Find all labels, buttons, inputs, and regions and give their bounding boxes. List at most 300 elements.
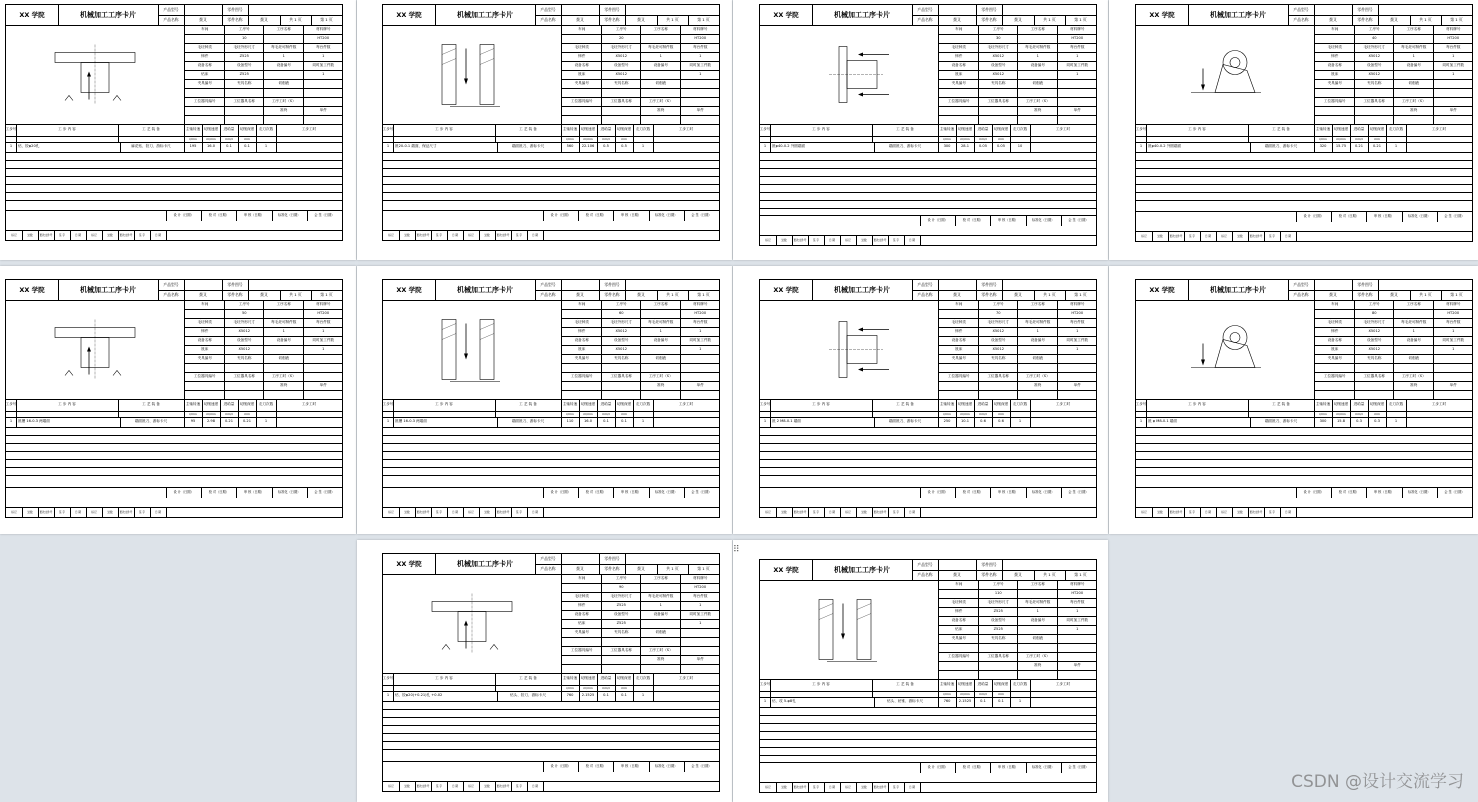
- info-cell: 切削液: [640, 354, 681, 363]
- info-cell: X5012: [978, 52, 1019, 61]
- revision-cell: 处数: [856, 236, 873, 246]
- info-cell: [1057, 115, 1098, 124]
- info-cell: [601, 664, 642, 673]
- meta-cell: 拨叉: [1314, 290, 1353, 300]
- steps-head-cell: 走刀次数: [633, 399, 654, 411]
- process-card: [1135, 4, 1473, 242]
- info-cell: 每台件数: [303, 318, 344, 327]
- info-cell: [1017, 70, 1058, 79]
- info-cell: 夹具编号: [561, 354, 602, 363]
- sign-cell: 审 核（日期）: [990, 763, 1026, 773]
- step-cell: 10.1: [956, 417, 975, 427]
- meta-row: [1288, 15, 1472, 25]
- info-cell: 设备编号: [263, 336, 304, 345]
- steps-unit-cell: m/min: [1332, 411, 1351, 417]
- card-meta: [535, 5, 719, 25]
- step-cell: 1: [6, 417, 17, 427]
- sign-cell: 设 计（日期）: [166, 488, 202, 498]
- info-cell: 工序工时（S）: [1017, 372, 1058, 381]
- info-cell: 切削液: [1017, 354, 1058, 363]
- sign-block: [760, 215, 1096, 245]
- revision-cell: 日 期: [527, 782, 544, 792]
- meta-cell: 零件名称: [976, 290, 1003, 300]
- revision-cell: 更改文件号: [792, 783, 809, 793]
- info-cell: 铸件: [1314, 327, 1355, 336]
- info-cell: [1354, 390, 1395, 399]
- step-cell: 1: [1386, 142, 1407, 152]
- meta-cell: 拨叉: [938, 15, 977, 25]
- info-cell: 工位器具编号: [184, 97, 225, 106]
- info-cell: [1314, 34, 1355, 43]
- info-cell: [640, 115, 681, 124]
- step-cell: 端面铣刀、游标卡尺: [118, 417, 185, 427]
- info-cell: 毛坯种类: [184, 318, 225, 327]
- meta-cell: 共 1 页: [657, 290, 689, 300]
- step-cell: 0.5: [597, 142, 616, 152]
- revision-cell: 日 期: [447, 782, 464, 792]
- info-cell: [263, 345, 304, 354]
- meta-cell: [938, 5, 977, 15]
- sign-cell: 标准化（日期）: [1026, 216, 1062, 226]
- info-cell: 材料牌号: [680, 25, 721, 34]
- info-cell: [263, 70, 304, 79]
- step-cell: [653, 142, 720, 152]
- steps-head-cell: 工步工时: [276, 399, 343, 411]
- info-cell: 同时加工件数: [1057, 336, 1098, 345]
- info-cell: [184, 390, 225, 399]
- revision-cell: 日 期: [70, 508, 87, 518]
- revision-cell: 日 期: [527, 508, 544, 518]
- info-cell: [1057, 670, 1098, 679]
- info-cell: 夹具名称: [601, 354, 642, 363]
- info-cell: 设备型号: [978, 61, 1019, 70]
- steps-unit-cell: r/min: [561, 685, 580, 691]
- info-cell: 设备编号: [640, 610, 681, 619]
- info-cell: 每台件数: [303, 43, 344, 52]
- info-cell: [1433, 372, 1474, 381]
- info-cell: 工序号: [224, 300, 265, 309]
- meta-cell: [248, 5, 343, 15]
- steps-head-cell: 工步号: [760, 679, 771, 691]
- steps-head-cell: 走刀次数: [256, 124, 277, 136]
- info-cell: [1393, 345, 1434, 354]
- info-cell: 切削液: [263, 354, 304, 363]
- drag-handle-icon[interactable]: ⠿: [733, 545, 739, 555]
- revision-cell: 签 字: [134, 231, 151, 241]
- meta-cell: 拨叉: [1378, 290, 1411, 300]
- step-cell: 0.05: [974, 142, 993, 152]
- info-cell: [1354, 88, 1395, 97]
- meta-cell: 第 1 页: [1065, 15, 1097, 25]
- meta-cell: 第 1 页: [1065, 570, 1097, 580]
- revision-row: [1136, 507, 1472, 518]
- info-cell: [978, 661, 1019, 670]
- info-cell: 切削液: [640, 628, 681, 637]
- step-cell: 铣20-0.1 端面，保证尺寸: [393, 142, 498, 152]
- info-cell: 毛坯外形尺寸: [601, 592, 642, 601]
- sign-cell: 审 核（日期）: [613, 488, 649, 498]
- steps-unit-cell: r/min: [184, 411, 203, 417]
- steps-unit-cell: r/min: [938, 411, 957, 417]
- revision-cell: 标记: [6, 508, 23, 518]
- info-cell: [184, 309, 225, 318]
- step-cell: 16.0: [579, 417, 598, 427]
- info-cell: [680, 88, 721, 97]
- info-cell: [1354, 106, 1395, 115]
- info-cell: 1: [680, 601, 721, 610]
- revision-cell: 签 字: [808, 783, 825, 793]
- info-cell: [640, 583, 681, 592]
- info-cell: [1393, 34, 1434, 43]
- meta-cell: 产品名称: [158, 290, 185, 300]
- meta-cell: 产品名称: [1288, 15, 1315, 25]
- info-cell: [561, 390, 602, 399]
- info-cell: 毛坯种类: [561, 43, 602, 52]
- info-cell: 夹具名称: [978, 634, 1019, 643]
- step-cell: 2.98: [202, 417, 221, 427]
- card-title: 机械加工工序卡片: [435, 5, 536, 25]
- info-cell: [601, 363, 642, 372]
- revision-cell: 处数: [102, 508, 119, 518]
- sign-block: [6, 210, 342, 240]
- info-cell: 夹具编号: [1314, 354, 1355, 363]
- info-cell: [938, 106, 979, 115]
- revision-cell: 更改文件号: [1248, 232, 1265, 242]
- info-cell: 工序名称: [1017, 300, 1058, 309]
- steps-head-cell: 工 步 内 容: [16, 124, 119, 136]
- steps-head-cell: 工步工时: [653, 124, 720, 136]
- sign-cell: 校 对（日期）: [1331, 488, 1367, 498]
- info-cell: 设备名称: [561, 336, 602, 345]
- part-drawing: [383, 300, 561, 399]
- steps-head-cell: 工步号: [760, 124, 771, 136]
- steps-head-cell: 切削速度: [1332, 399, 1351, 411]
- meta-cell: [561, 554, 600, 564]
- step-row-empty: [383, 741, 719, 750]
- step-cell: 0.1: [992, 697, 1011, 707]
- info-cell: 毛坯种类: [938, 598, 979, 607]
- step-cell: 95: [184, 417, 203, 427]
- step-cell: [1030, 697, 1097, 707]
- steps-head-cell: 工步号: [760, 399, 771, 411]
- step-cell: 1: [383, 142, 394, 152]
- steps-head-cell: 工 步 内 容: [1146, 124, 1249, 136]
- info-cell: 工序名称: [640, 574, 681, 583]
- info-cell: 材料牌号: [680, 574, 721, 583]
- info-cell: 夹具编号: [184, 79, 225, 88]
- info-cell: 工位器具编号: [938, 652, 979, 661]
- revision-cell: 更改文件号: [792, 236, 809, 246]
- info-cell: 车间: [938, 25, 979, 34]
- info-cell: 切削液: [1393, 354, 1434, 363]
- info-cell: [184, 363, 225, 372]
- info-cell: 夹具编号: [561, 79, 602, 88]
- info-cell: 1: [1057, 327, 1098, 336]
- info-cell: 每毛坯可制件数: [263, 318, 304, 327]
- info-cell: [1393, 309, 1434, 318]
- school-name: XX 学院: [6, 5, 59, 25]
- revision-cell: 更改文件号: [118, 508, 135, 518]
- info-cell: 1: [1057, 52, 1098, 61]
- sign-cell: 会 签（日期）: [1437, 212, 1473, 222]
- sign-row: [1136, 211, 1472, 222]
- revision-cell: 日 期: [904, 783, 921, 793]
- school-name: XX 学院: [1136, 280, 1189, 300]
- info-cell: 车间: [561, 300, 602, 309]
- revision-cell: 日 期: [70, 231, 87, 241]
- info-cell: 铣床: [561, 345, 602, 354]
- info-cell: 毛坯种类: [938, 43, 979, 52]
- sign-row: [760, 487, 1096, 498]
- meta-cell: 零件图号: [599, 5, 626, 15]
- card-title: 机械加工工序卡片: [812, 5, 913, 25]
- card-header: [760, 560, 1096, 581]
- info-cell: [938, 363, 979, 372]
- info-cell: 毛坯种类: [1314, 43, 1355, 52]
- revision-cell: 标记: [86, 231, 103, 241]
- info-cell: 设备编号: [1017, 61, 1058, 70]
- info-cell: 每毛坯可制件数: [1017, 43, 1058, 52]
- process-card: [382, 4, 720, 241]
- meta-cell: 零件名称: [222, 15, 249, 25]
- revision-cell: 标记: [463, 231, 480, 241]
- info-cell: 工位器具编号: [1314, 97, 1355, 106]
- card-info-table: [1314, 25, 1472, 124]
- step-cell: 铣 2 M8-0.1 端面: [770, 417, 875, 427]
- info-cell: [263, 88, 304, 97]
- info-cell: HT200: [1057, 309, 1098, 318]
- revision-cell: 标记: [1216, 508, 1233, 518]
- info-cell: 准终: [640, 381, 681, 390]
- meta-cell: 拨叉: [184, 290, 223, 300]
- sign-cell: 校 对（日期）: [201, 488, 237, 498]
- info-cell: 毛坯外形尺寸: [978, 598, 1019, 607]
- revision-cell: 日 期: [1200, 232, 1217, 242]
- steps-head-cell: 切削速度: [1332, 124, 1351, 136]
- sign-block: [760, 762, 1096, 792]
- info-cell: 切削液: [1393, 79, 1434, 88]
- process-sketch: [760, 300, 939, 400]
- info-cell: HT200: [680, 309, 721, 318]
- meta-cell: [561, 280, 600, 290]
- info-cell: 准终: [1393, 381, 1434, 390]
- info-cell: 设备编号: [1017, 616, 1058, 625]
- info-cell: [601, 390, 642, 399]
- sign-cell: 校 对（日期）: [578, 211, 614, 221]
- info-cell: [224, 390, 265, 399]
- steps-head-cell: 工 艺 装 备: [118, 124, 185, 136]
- info-cell: 夹具名称: [1354, 354, 1395, 363]
- info-cell: 同时加工件数: [1057, 61, 1098, 70]
- steps-head-cell: 进给量: [974, 124, 993, 136]
- step-cell: 1: [383, 417, 394, 427]
- info-cell: [978, 381, 1019, 390]
- card-header: [383, 5, 719, 26]
- info-cell: 夹具名称: [224, 79, 265, 88]
- revision-cell: 标记: [1136, 508, 1153, 518]
- step-cell: [276, 417, 343, 427]
- info-cell: 每毛坯可制件数: [640, 318, 681, 327]
- info-cell: 1: [263, 52, 304, 61]
- step-cell: 1: [1136, 142, 1147, 152]
- info-cell: [938, 661, 979, 670]
- steps-head-cell: 主轴转速: [938, 399, 957, 411]
- card-title: 机械加工工序卡片: [435, 554, 536, 574]
- info-cell: 同时加工件数: [680, 610, 721, 619]
- sign-cell: 审 核（日期）: [1366, 212, 1402, 222]
- sign-cell: 校 对（日期）: [955, 216, 991, 226]
- info-cell: 夹具编号: [561, 628, 602, 637]
- meta-cell: 产品型号: [158, 5, 185, 15]
- info-cell: [640, 363, 681, 372]
- info-cell: 70: [978, 309, 1019, 318]
- info-cell: 铣床: [1314, 345, 1355, 354]
- info-cell: 每毛坯可制件数: [1017, 598, 1058, 607]
- sign-cell: 会 签（日期）: [1061, 488, 1097, 498]
- info-cell: 钻床: [938, 625, 979, 634]
- info-cell: [1393, 115, 1434, 124]
- steps-unit-cell: mm/r: [220, 136, 239, 142]
- info-cell: 1: [1433, 52, 1474, 61]
- info-cell: [680, 97, 721, 106]
- info-cell: 铣床: [1314, 70, 1355, 79]
- meta-cell: 拨叉: [561, 15, 600, 25]
- info-cell: 同时加工件数: [1057, 616, 1098, 625]
- steps-unit-cell: r/min: [561, 136, 580, 142]
- sign-cell: 校 对（日期）: [201, 211, 237, 221]
- revision-cell: 处数: [399, 508, 416, 518]
- steps-unit-cell: mm/r: [1350, 411, 1369, 417]
- info-cell: 单件: [1057, 381, 1098, 390]
- steps-head-cell: 走刀次数: [1386, 124, 1407, 136]
- meta-cell: 第 1 页: [688, 290, 720, 300]
- steps-head-cell: 进给量: [220, 399, 239, 411]
- info-cell: 同时加工件数: [303, 336, 344, 345]
- info-cell: 夹具编号: [184, 354, 225, 363]
- info-cell: X5012: [1354, 52, 1395, 61]
- sign-row: [383, 761, 719, 772]
- step-cell: 0.5: [615, 142, 634, 152]
- steps-unit-cell: r/min: [1314, 411, 1333, 417]
- meta-cell: 拨叉: [248, 290, 281, 300]
- revision-cell: 标记: [1136, 232, 1153, 242]
- info-cell: 切削液: [640, 79, 681, 88]
- meta-cell: 拨叉: [625, 290, 658, 300]
- steps-head-cell: 工步号: [1136, 124, 1147, 136]
- step-cell: [1030, 417, 1097, 427]
- sign-cell: 会 签（日期）: [684, 488, 720, 498]
- steps-table: [1136, 124, 1472, 205]
- revision-cell: 日 期: [824, 508, 841, 518]
- info-cell: [640, 637, 681, 646]
- sign-cell: 设 计（日期）: [920, 763, 956, 773]
- info-cell: [938, 643, 979, 652]
- info-cell: 准终: [640, 106, 681, 115]
- info-cell: HT200: [1057, 589, 1098, 598]
- info-cell: HT200: [1433, 309, 1474, 318]
- step-cell: 15.75: [1332, 142, 1351, 152]
- steps-head-cell: 工步号: [383, 399, 394, 411]
- info-cell: [184, 115, 225, 124]
- step-cell: 560: [561, 142, 580, 152]
- steps-head-cell: 主轴转速: [184, 399, 203, 411]
- info-cell: 1: [640, 52, 681, 61]
- revision-cell: 处数: [776, 783, 793, 793]
- info-cell: 1: [1057, 625, 1098, 634]
- info-cell: 工位器具编号: [561, 97, 602, 106]
- step-cell: 16.0: [202, 142, 221, 152]
- sign-cell: 标准化（日期）: [1026, 763, 1062, 773]
- info-cell: 工位器具名称: [224, 372, 265, 381]
- revision-cell: 处数: [22, 231, 39, 241]
- info-cell: [303, 372, 344, 381]
- info-cell: 车间: [561, 574, 602, 583]
- steps-head-cell: 主轴转速: [561, 399, 580, 411]
- step-cell: 端面铣刀、游标卡尺: [1248, 142, 1315, 152]
- school-name: XX 学院: [760, 560, 813, 580]
- info-cell: 每毛坯可制件数: [263, 43, 304, 52]
- steps-head-cell: 切削速度: [202, 399, 221, 411]
- step-cell: 0.3: [1368, 417, 1387, 427]
- steps-head-cell: 工步工时: [653, 673, 720, 685]
- meta-cell: 产品名称: [158, 15, 185, 25]
- info-cell: [640, 345, 681, 354]
- card-header: [760, 5, 1096, 26]
- sign-block: [1136, 487, 1472, 517]
- meta-cell: 拨叉: [1378, 15, 1411, 25]
- step-row-empty: [760, 467, 1096, 476]
- info-cell: [1057, 88, 1098, 97]
- steps-unit-cell: r/min: [184, 136, 203, 142]
- revision-cell: 更改文件号: [1168, 508, 1185, 518]
- info-cell: 110: [978, 589, 1019, 598]
- meta-cell: 共 1 页: [280, 290, 312, 300]
- info-cell: [680, 115, 721, 124]
- step-cell: [653, 691, 720, 701]
- meta-cell: 产品名称: [912, 290, 939, 300]
- info-cell: 工序名称: [640, 25, 681, 34]
- revision-cell: 更改文件号: [792, 508, 809, 518]
- info-cell: 1: [680, 345, 721, 354]
- info-cell: 夹具名称: [978, 354, 1019, 363]
- step-cell: 端面铣刀、游标卡尺: [872, 417, 939, 427]
- info-cell: 工序工时（S）: [640, 646, 681, 655]
- info-cell: [1057, 652, 1098, 661]
- info-cell: [601, 106, 642, 115]
- revision-cell: 更改文件号: [415, 508, 432, 518]
- info-cell: [1057, 79, 1098, 88]
- info-cell: HT200: [1057, 34, 1098, 43]
- info-cell: 准终: [263, 381, 304, 390]
- info-cell: [263, 34, 304, 43]
- info-cell: 工序号: [978, 580, 1019, 589]
- meta-cell: 共 1 页: [1034, 15, 1066, 25]
- revision-cell: 签 字: [1264, 508, 1281, 518]
- info-cell: [561, 381, 602, 390]
- info-cell: X5012: [224, 327, 265, 336]
- info-cell: 工位器具编号: [184, 372, 225, 381]
- steps-table: [760, 399, 1096, 481]
- process-card: [382, 279, 720, 518]
- revision-cell: 日 期: [1280, 508, 1297, 518]
- steps-head-cell: 工 艺 装 备: [118, 399, 185, 411]
- revision-row: [760, 507, 1096, 518]
- info-cell: [561, 106, 602, 115]
- step-cell: 铣φ40-0.2 外圆端面: [1146, 142, 1251, 152]
- info-cell: [184, 34, 225, 43]
- steps-head-cell: 工 艺 装 备: [872, 679, 939, 691]
- info-cell: 车间: [938, 300, 979, 309]
